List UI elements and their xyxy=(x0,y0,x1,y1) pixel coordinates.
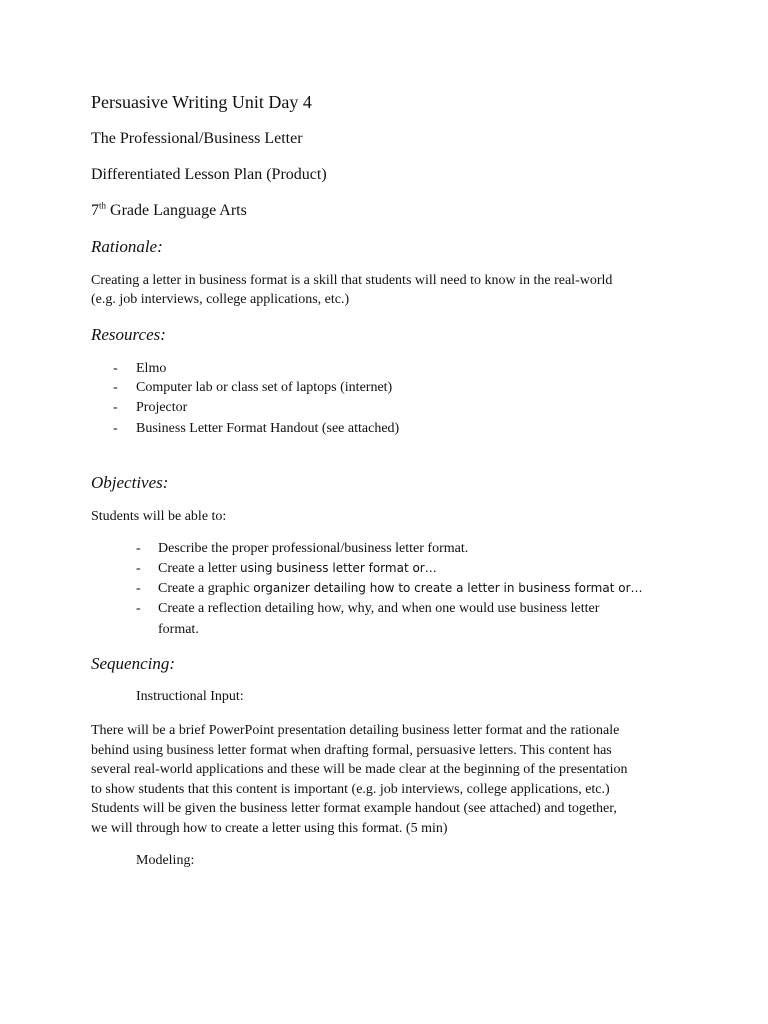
paragraph-line: several real-world applications and these will be made clear at the beginning of the presentation xyxy=(91,762,628,777)
bullet-dash: - xyxy=(136,541,141,556)
objective-item-reflection-cont: format. xyxy=(158,622,199,637)
sequencing-heading: Sequencing: xyxy=(91,654,176,673)
modeling-label: Modeling: xyxy=(136,853,195,868)
rationale-heading: Rationale: xyxy=(91,237,163,256)
bullet-dash: - xyxy=(113,421,118,436)
grade-level xyxy=(91,202,247,220)
paragraph-line: to show students that this content is important (e.g. job interviews, college applications, etc.) xyxy=(91,781,610,797)
bullet-dash: - xyxy=(113,361,118,376)
document-subtitle: The Professional/Business Letter xyxy=(91,130,303,147)
document-title: Persuasive Writing Unit Day 4 xyxy=(91,92,312,112)
bullet-dash: - xyxy=(136,581,141,596)
resource-item-handout: Business Letter Format Handout (see attached) xyxy=(136,421,400,436)
instructional-input-label: Instructional Input: xyxy=(136,689,244,704)
objectives-heading: Objectives: xyxy=(91,473,169,492)
rationale-line-1: Creating a letter in business format is a skill that students will need to know in the real-world xyxy=(91,273,613,288)
rationale-line-2: (e.g. job interviews, college applications, etc.) xyxy=(91,292,350,307)
objective-item-graphic-organizer: Create a graphic organizer detailing how to create a letter in business format or… xyxy=(158,581,643,596)
grade-suffix: th xyxy=(99,200,107,211)
bullet-dash: - xyxy=(136,561,141,576)
sequencing-paragraph xyxy=(91,721,627,838)
bullet-dash: - xyxy=(113,380,118,395)
bullet-dash: - xyxy=(136,601,141,616)
resource-item-elmo: Elmo xyxy=(136,361,167,376)
lesson-plan-type: Differentiated Lesson Plan (Product) xyxy=(91,166,327,183)
bullet-dash: - xyxy=(113,400,118,415)
objectives-intro: Students will be able to: xyxy=(91,509,227,524)
objective-item-describe: Describe the proper professional/business letter format. xyxy=(158,541,469,556)
paragraph-line: we will through how to create a letter using this format. (5 min) xyxy=(91,820,448,836)
paragraph-line: There will be a brief PowerPoint presentation detailing business letter format and the rationale xyxy=(91,723,620,738)
grade-number: 7 xyxy=(91,202,99,219)
resources-heading: Resources: xyxy=(91,325,166,344)
objective-item-reflection: Create a reflection detailing how, why, and when one would use business letter xyxy=(158,601,600,616)
grade-subject: Grade Language Arts xyxy=(106,202,247,219)
resource-item-projector: Projector xyxy=(136,400,188,415)
paragraph-line: Students will be given the business letter format example handout (see attached) and together, xyxy=(91,801,617,816)
resource-item-computer-lab: Computer lab or class set of laptops (internet) xyxy=(136,380,393,395)
objective-item-create-letter: Create a letter using business letter format or… xyxy=(158,561,437,576)
paragraph-line: behind using business letter format when drafting formal, persuasive letters. This content has xyxy=(91,742,612,758)
